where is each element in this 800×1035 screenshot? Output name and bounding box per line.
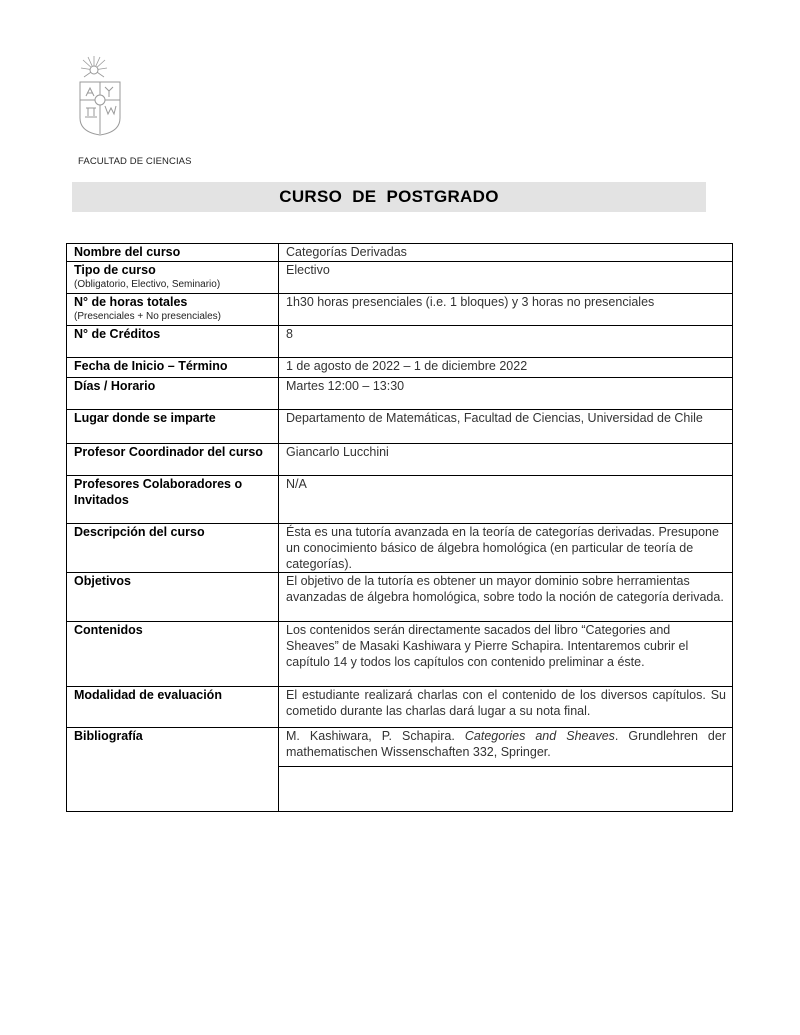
course-type-label: Tipo de curso: [74, 263, 156, 277]
faculty-name: FACULTAD DE CIENCIAS: [78, 156, 192, 167]
total-hours-value: 1h30 horas presenciales (i.e. 1 bloques) y 3 horas no presenciales: [279, 294, 733, 326]
objectives-value: El objetivo de la tutoría es obtener un mayor dominio sobre herramientas avanzadas de álgebra homológica, sobre todo la noción de categoría derivada.: [279, 573, 733, 622]
coordinator-value: Giancarlo Lucchini: [279, 444, 733, 476]
objectives-label: Objetivos: [67, 573, 279, 622]
course-info-table: [66, 243, 733, 812]
evaluation-label: Modalidad de evaluación: [67, 687, 279, 728]
total-hours-hint: (Presenciales + No presenciales): [74, 311, 222, 322]
total-hours-label-cell: [67, 294, 279, 326]
row-bibliography: [67, 728, 733, 767]
document-title: [72, 182, 706, 212]
university-seal-logo: [78, 56, 126, 136]
row-dates: [67, 358, 733, 378]
schedule-label: Días / Horario: [67, 378, 279, 410]
course-type-hint: (Obligatorio, Electivo, Seminario): [74, 279, 221, 290]
bibliography-label: Bibliografía: [67, 728, 279, 812]
row-collaborators: [67, 476, 733, 524]
bibliography-empty-cell: [279, 767, 733, 812]
description-value: Ésta es una tutoría avanzada en la teoría de categorías derivadas. Presupone un conocimiento básico de álgebra homológica (en particular de teoría de categorías).: [279, 524, 733, 573]
bibliography-publication: . Grundlehren der mathematischen Wissenschaften 332, Springer.: [286, 729, 727, 759]
collaborators-value: N/A: [279, 476, 733, 524]
contents-value: Los contenidos serán directamente sacados del libro “Categories and Sheaves” de Masaki Kashiwara y Pierre Schapira. Intentaremos cubrir el capítulo 14 y todos los capítulos con contenido preliminar a éste.: [279, 622, 733, 687]
credits-label: N° de Créditos: [67, 326, 279, 358]
course-type-label-cell: [67, 262, 279, 294]
bibliography-entry: [279, 728, 733, 767]
row-location: [67, 410, 733, 444]
contents-label: Contenidos: [67, 622, 279, 687]
row-total-hours: [67, 294, 733, 326]
dates-value: 1 de agosto de 2022 – 1 de diciembre 2022: [279, 358, 733, 378]
evaluation-value: El estudiante realizará charlas con el contenido de los diversos capítulos. Su cometido durante las charlas dará lugar a su nota final.: [279, 687, 733, 728]
location-value: Departamento de Matemáticas, Facultad de Ciencias, Universidad de Chile: [279, 410, 733, 444]
bibliography-authors: M. Kashiwara, P. Schapira.: [286, 729, 465, 743]
collaborators-label: Profesores Colaboradores o Invitados: [67, 476, 279, 524]
row-coordinator: [67, 444, 733, 476]
document-title-text: CURSO DE POSTGRADO: [279, 187, 499, 206]
description-label: Descripción del curso: [67, 524, 279, 573]
row-schedule: [67, 378, 733, 410]
row-evaluation: [67, 687, 733, 728]
course-type-value: Electivo: [279, 262, 733, 294]
row-credits: [67, 326, 733, 358]
total-hours-label: N° de horas totales: [74, 295, 188, 309]
course-name-label: Nombre del curso: [67, 244, 279, 262]
bibliography-book-title: Categories and Sheaves: [464, 729, 615, 743]
row-description: [67, 524, 733, 573]
course-name-value: Categorías Derivadas: [279, 244, 733, 262]
row-contents: [67, 622, 733, 687]
row-course-type: [67, 262, 733, 294]
schedule-value: Martes 12:00 – 13:30: [279, 378, 733, 410]
coordinator-label: Profesor Coordinador del curso: [67, 444, 279, 476]
credits-value: 8: [279, 326, 733, 358]
row-course-name: [67, 244, 733, 262]
row-objectives: [67, 573, 733, 622]
dates-label: Fecha de Inicio – Término: [67, 358, 279, 378]
location-label: Lugar donde se imparte: [67, 410, 279, 444]
